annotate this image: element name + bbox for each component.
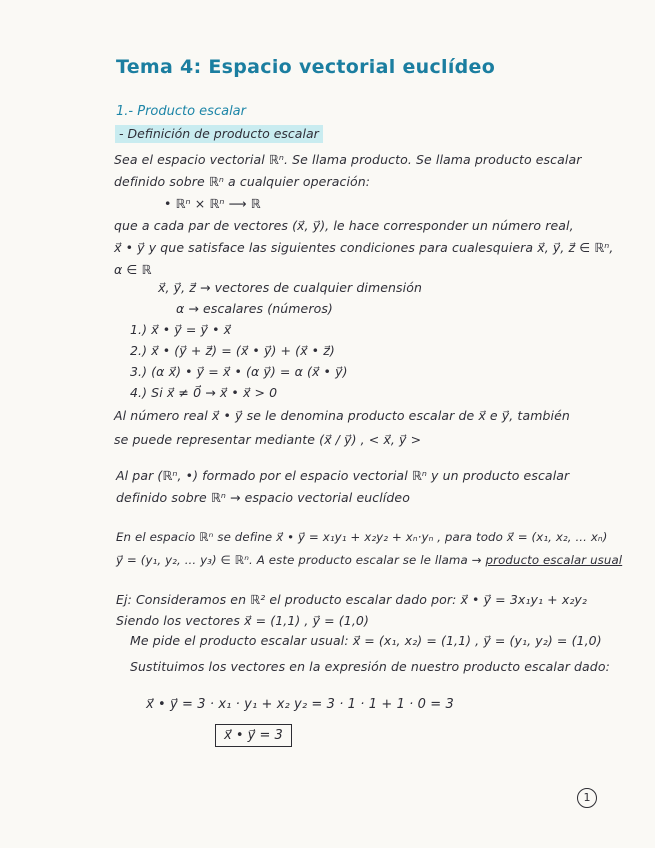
text-line: α → escalares (números) bbox=[176, 301, 333, 316]
calculation-line: x⃗ • y⃗ = 3 · x₁ · y₁ + x₂ y₂ = 3 · 1 · 1 + 1 · 0 = 3 bbox=[146, 697, 454, 712]
text-line: En el espacio ℝⁿ se define x⃗ • y⃗ = x₁y₁ + x₂y₂ + xₙ·yₙ , para todo x⃗ = (x₁, x₂, ... xₙ) bbox=[116, 530, 608, 544]
text-fragment: y⃗ = (y₁, y₂, ... y₃) ∈ ℝⁿ. A este producto escalar se le llama → bbox=[116, 553, 486, 567]
text-line: • ℝⁿ × ℝⁿ ⟶ ℝ bbox=[164, 196, 261, 211]
text-line: se puede representar mediante (x⃗ / y⃗) , < x⃗, y⃗ > bbox=[114, 432, 422, 447]
example-line: Ej: Consideramos en ℝ² el producto escalar dado por: x⃗ • y⃗ = 3x₁y₁ + x₂y₂ bbox=[116, 592, 588, 607]
text-line: que a cada par de vectores (x⃗, y⃗), le hace corresponder un número real, bbox=[114, 218, 574, 233]
example-line: Siendo los vectores x⃗ = (1,1) , y⃗ = (1,0) bbox=[116, 613, 369, 628]
page-title: Tema 4: Espacio vectorial euclídeo bbox=[116, 56, 496, 78]
page-number: 1 bbox=[577, 788, 597, 808]
example-line: Me pide el producto escalar usual: x⃗ = (x₁, x₂) = (1,1) , y⃗ = (y₁, y₂) = (1,0) bbox=[130, 633, 602, 648]
text-line: x⃗ • y⃗ y que satisface las siguientes condiciones para cualesquiera x⃗, y⃗, z⃗ ∈ ℝⁿ, bbox=[114, 240, 614, 255]
text-line: definido sobre ℝⁿ a cualquier operación: bbox=[114, 174, 371, 189]
highlighted-term: producto escalar usual bbox=[485, 553, 623, 567]
subsection-heading: - Definición de producto escalar bbox=[115, 125, 323, 143]
text-line: Al par (ℝⁿ, •) formado por el espacio vectorial ℝⁿ y un producto escalar bbox=[116, 468, 570, 483]
condition-item: 2.) x⃗ • (y⃗ + z⃗) = (x⃗ • y⃗) + (x⃗ • z⃗) bbox=[130, 343, 335, 358]
text-line bbox=[116, 553, 622, 567]
text-line: Al número real x⃗ • y⃗ se le denomina producto escalar de x⃗ e y⃗, también bbox=[114, 408, 570, 423]
text-line: Sea el espacio vectorial ℝⁿ. Se llama producto. Se llama producto escalar bbox=[114, 152, 582, 167]
condition-item: 4.) Si x⃗ ≠ 0⃗ → x⃗ • x⃗ > 0 bbox=[130, 385, 278, 400]
text-line: x⃗, y⃗, z⃗ → vectores de cualquier dimensión bbox=[158, 280, 423, 295]
section-heading: 1.- Producto escalar bbox=[116, 104, 246, 119]
text-line: definido sobre ℝⁿ → espacio vectorial euclídeo bbox=[116, 490, 410, 505]
condition-item: 1.) x⃗ • y⃗ = y⃗ • x⃗ bbox=[130, 322, 232, 337]
boxed-result: x⃗ • y⃗ = 3 bbox=[215, 724, 292, 747]
text-line: α ∈ ℝ bbox=[114, 262, 152, 277]
example-line: Sustituimos los vectores en la expresión de nuestro producto escalar dado: bbox=[130, 659, 610, 674]
condition-item: 3.) (α x⃗) • y⃗ = x⃗ • (α y⃗) = α (x⃗ • y⃗) bbox=[130, 364, 348, 379]
